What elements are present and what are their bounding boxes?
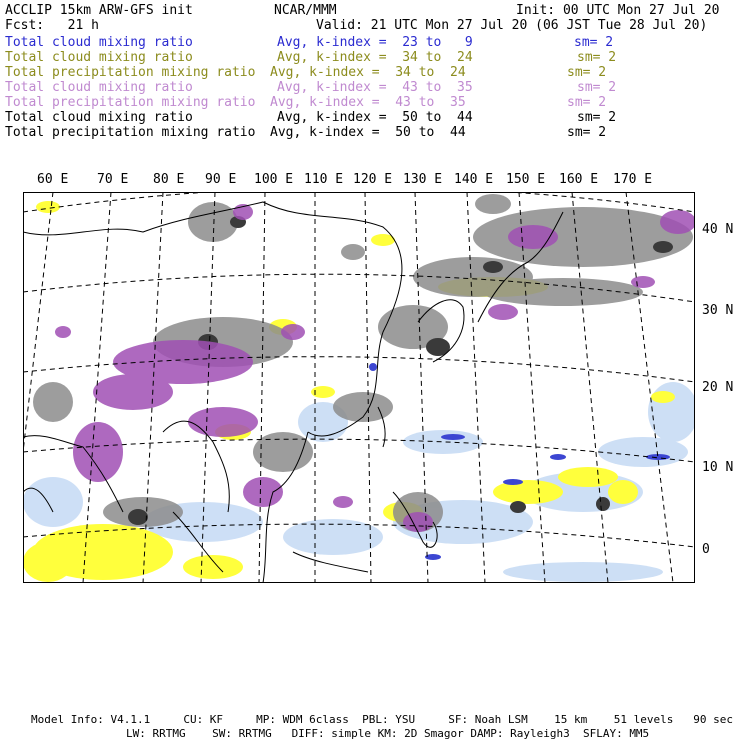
field-avg: Avg, k-index = 34 to 24 xyxy=(270,65,466,80)
init-time: Init: 00 UTC Mon 27 Jul 20 xyxy=(516,3,720,18)
field-avg: Avg, k-index = 23 to 9 xyxy=(277,35,473,50)
field-sm: sm= 2 xyxy=(574,35,614,50)
lon-label: 100 E xyxy=(254,172,294,187)
valid-time: Valid: 21 UTC Mon 27 Jul 20 (06 JST Tue 28 Jul 20) xyxy=(316,18,708,33)
lat-label: 40 N xyxy=(702,222,734,237)
lon-label: 130 E xyxy=(403,172,443,187)
lon-label: 60 E xyxy=(37,172,69,187)
field-name: Total cloud mixing ratio xyxy=(5,110,193,125)
field-avg: Avg, k-index = 50 to 44 xyxy=(270,125,466,140)
field-name: Total precipitation mixing ratio xyxy=(5,95,256,110)
field-sm: sm= 2 xyxy=(577,110,617,125)
lon-label: 150 E xyxy=(506,172,546,187)
field-sm: sm= 2 xyxy=(567,95,607,110)
field-name: Total precipitation mixing ratio xyxy=(5,125,256,140)
field-name: Total precipitation mixing ratio xyxy=(5,65,256,80)
lon-label: 120 E xyxy=(353,172,393,187)
lon-label: 170 E xyxy=(613,172,653,187)
model-info-line2: LW: RRTMG SW: RRTMG DIFF: simple KM: 2D Smagor DAMP: Rayleigh3 SFLAY: MM5 xyxy=(126,727,650,740)
lon-label: 80 E xyxy=(153,172,185,187)
field-sm: sm= 2 xyxy=(577,80,617,95)
lon-label: 110 E xyxy=(304,172,344,187)
field-sm: sm= 2 xyxy=(567,125,607,140)
field-avg: Avg, k-index = 43 to 35 xyxy=(270,95,466,110)
lat-label: 30 N xyxy=(702,303,734,318)
map-panel xyxy=(23,192,695,583)
lat-label: 10 N xyxy=(702,460,734,475)
lon-label: 90 E xyxy=(205,172,237,187)
field-avg: Avg, k-index = 43 to 35 xyxy=(277,80,473,95)
field-name: Total cloud mixing ratio xyxy=(5,80,193,95)
field-sm: sm= 2 xyxy=(567,65,607,80)
title-left: ACCLIP 15km ARW-GFS init xyxy=(5,3,193,18)
field-name: Total cloud mixing ratio xyxy=(5,50,193,65)
lat-label: 20 N xyxy=(702,380,734,395)
model-info-line1: Model Info: V4.1.1 CU: KF MP: WDM 6class PBL: YSU SF: Noah LSM 15 km 51 levels 90 sec xyxy=(31,713,733,726)
field-sm: sm= 2 xyxy=(577,50,617,65)
lon-label: 70 E xyxy=(97,172,129,187)
lon-label: 140 E xyxy=(454,172,494,187)
field-avg: Avg, k-index = 34 to 24 xyxy=(277,50,473,65)
field-avg: Avg, k-index = 50 to 44 xyxy=(277,110,473,125)
forecast-hour: Fcst: 21 h xyxy=(5,18,99,33)
field-name: Total cloud mixing ratio xyxy=(5,35,193,50)
lat-label: 0 xyxy=(702,542,710,557)
title-center: NCAR/MMM xyxy=(274,3,337,18)
lon-label: 160 E xyxy=(559,172,599,187)
